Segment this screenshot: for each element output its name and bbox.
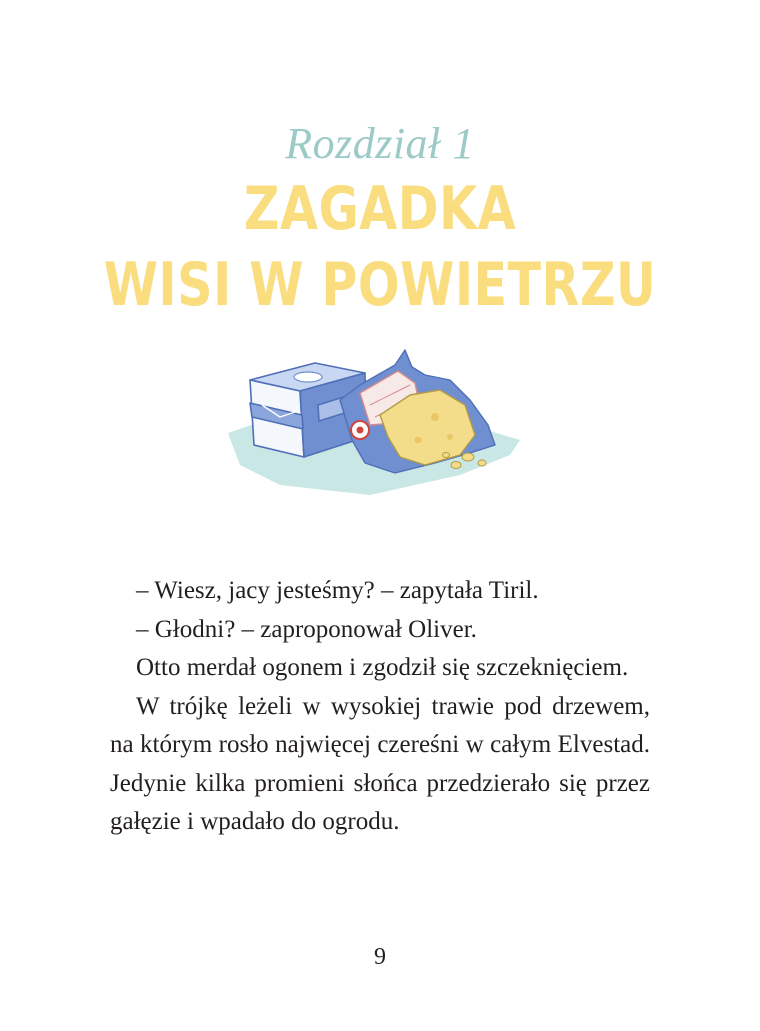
paragraph: Otto merdał ogonem i zgodził się szczeknięciem. [136,654,629,681]
paragraph: W trójkę leżeli w wysokiej trawie pod drzewem, na którym rosło najwięcej czereśni w całym Elvestad. Jedynie kilka promieni słońca przedzierało się przez gałęzie i wpadało do ogrodu. [110,692,650,835]
chapter-body-text [110,572,650,842]
paragraph: – Wiesz, jacy jesteśmy? – zapytała Tiril. [136,577,539,604]
chapter-title-line-1: ZAGADKA [243,174,517,244]
chapter-label: Rozdział 1 [285,119,475,168]
chapter-title-line-2: WISI W POWIETRZU [103,250,657,320]
milk-carton-and-cheese-icon [220,345,530,505]
paragraph: – Głodni? – zaproponował Oliver. [136,615,477,643]
page-number: 9 [374,944,386,970]
